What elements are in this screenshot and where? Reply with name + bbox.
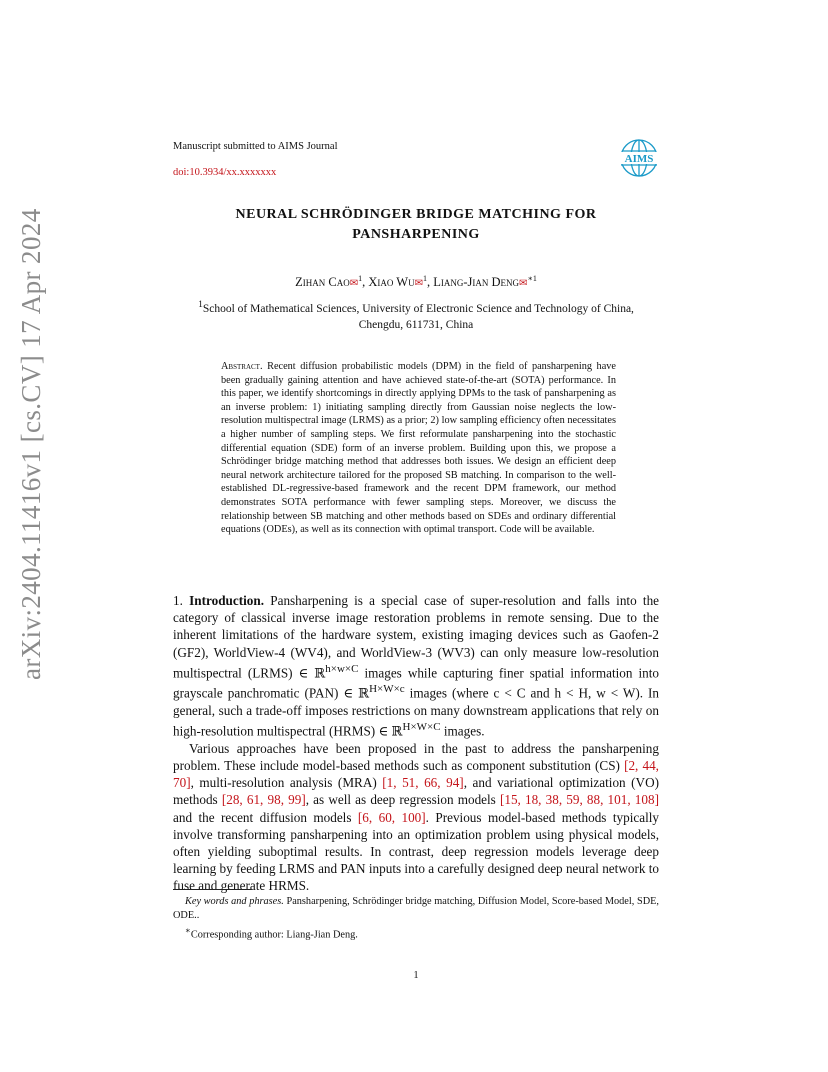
paragraph xyxy=(173,592,659,740)
envelope-icon[interactable]: ✉ xyxy=(519,278,528,290)
logo-text: AIMS xyxy=(624,153,654,165)
arxiv-identifier-stamp: arXiv:2404.11416v1 [cs.CV] 17 Apr 2024 xyxy=(16,208,46,680)
author-mark: ∗1 xyxy=(527,274,537,283)
keywords-label: Key words and phrases. xyxy=(185,896,284,907)
keywords-footnote xyxy=(173,895,659,923)
citation-link[interactable]: [15, 18, 38, 59, 88, 101, 108] xyxy=(499,792,659,808)
paragraph-text: images while capturing finer spatial information into grayscale panchromatic (PAN) ∈ ℝ xyxy=(173,665,659,701)
affiliation-line-2: Chengdu, 611731, China xyxy=(358,318,474,331)
paragraph-text: Various approaches have been proposed in the past to address the pansharpening problem. These include model-based methods such as component substitution (CS) xyxy=(173,740,659,773)
corresponding-footnote xyxy=(173,923,659,942)
citation-link[interactable]: [28, 61, 98, 99] xyxy=(221,792,306,808)
introduction-section xyxy=(173,592,659,895)
page-number: 1 xyxy=(413,970,419,981)
footnote-mark: ∗ xyxy=(185,925,191,935)
affiliation-line-1: School of Mathematical Sciences, University of Electronic Science and Technology of China, xyxy=(202,302,634,315)
paper-title xyxy=(173,205,659,245)
paragraph-text: images (where c < C and h < H, w < W). In general, such a trade-off imposes restrictions on many downstream applications that rely on high-resolution multispectral (HRMS) ∈ ℝ xyxy=(173,685,659,739)
keywords-text: Pansharpening, Schrödinger bridge matching, Diffusion Model, Score-based Model, SDE, ODE.. xyxy=(173,896,659,921)
aims-logo xyxy=(613,136,665,184)
affiliation-mark: 1 xyxy=(198,299,203,310)
footnotes xyxy=(173,895,659,942)
citation-link[interactable]: [2, 44, 70] xyxy=(173,758,659,791)
citation-link[interactable]: [6, 60, 100] xyxy=(357,809,426,825)
doi-link[interactable]: doi:10.3934/xx.xxxxxxx xyxy=(173,167,277,178)
section-heading: Introduction. xyxy=(189,593,265,608)
math-superscript: H×W×C xyxy=(402,721,441,734)
journal-line: Manuscript submitted to AIMS Journal xyxy=(173,141,338,152)
title-line-2: PANSHARPENING xyxy=(352,227,480,242)
paragraph-text: images. xyxy=(440,723,485,739)
abstract-text: Recent diffusion probabilistic models (DPM) in the field of pansharpening have been gradually gaining attention and have achieved state-of-the-art (SOTA) performance. In this paper, we identify shortcomings in directly applying DPMs to the task of pansharpening as an inverse problem: 1) initiating sampling directly from Gaussian noise neglects the low-resolution multispectral image (LRMS) as a prior; 2) low sampling efficiency often necessitates a higher number of sampling steps. We first reformulate pansharpening into the stochastic differential equation (SDE) form of an inverse problem. Building upon this, we propose a Schrödinger bridge matching method that addresses both issues. We design an efficient deep neural network architecture tailored for the proposed SB matching. In comparison to the well-established DL-regressive-based framework and the recent DPM framework, our method demonstrates SOTA performance with fewer sampling steps. Moreover, we discuss the relationship between SB matching and other methods based on SDEs and ordinary differential equations (ODEs), as well as its connection with optimal transport. Code will be available. xyxy=(221,361,616,536)
paragraph xyxy=(173,740,659,895)
author-name: Liang-Jian Deng xyxy=(433,275,520,290)
author-list: Zihan Cao✉$^1$, Xiao Wu✉$^1$, Liang-Jian Deng✉$^{∗1}$ xyxy=(295,274,537,290)
paragraph-text: , and variational optimization (VO) methods xyxy=(173,775,659,808)
envelope-icon[interactable]: ✉ xyxy=(414,278,423,290)
math-superscript: H×W×c xyxy=(369,683,405,696)
abstract xyxy=(221,360,616,537)
paragraph-text: , multi-resolution analysis (MRA) xyxy=(190,775,383,791)
paragraph-text: , as well as deep regression models xyxy=(305,792,500,808)
footnote-divider xyxy=(173,889,251,890)
abstract-label: Abstract. xyxy=(221,361,263,372)
corresponding-text: Corresponding author: Liang-Jian Deng. xyxy=(190,929,358,941)
title-line-1: NEURAL SCHRÖDINGER BRIDGE MATCHING FOR xyxy=(235,207,597,222)
paragraph-text: and the recent diffusion models xyxy=(173,809,358,825)
affiliation xyxy=(173,297,659,333)
paragraph-text: Pansharpening is a special case of super-resolution and falls into the category of classical inverse image restoration problems in remote sensing. Due to the inherent limitations of the hardware system, existing imaging devices such as Gaofen-2 (GF2), WorldView-4 (WV4), and WorldView-3 (WV3) can only measure low-resolution multispectral (LRMS) ∈ ℝ xyxy=(173,593,660,681)
paragraph-text: . Previous model-based methods typically involve transforming pansharpening into an optimization problem using physical models, often yielding suboptimal results. In contrast, deep regression models leverage deep learning by feeding LRMS and PAN inputs into a carefully designed deep neural network to fuse and generate HRMS. xyxy=(173,809,659,894)
author-mark: 1 xyxy=(358,274,363,283)
author-mark: 1 xyxy=(422,274,427,283)
citation-link[interactable]: [1, 51, 66, 94] xyxy=(382,775,464,791)
envelope-icon[interactable]: ✉ xyxy=(349,278,359,290)
author-name: Zihan Cao xyxy=(295,275,350,290)
author-name: Xiao Wu xyxy=(368,275,415,290)
math-superscript: h×w×C xyxy=(325,662,359,675)
section-number: 1. xyxy=(173,593,183,608)
